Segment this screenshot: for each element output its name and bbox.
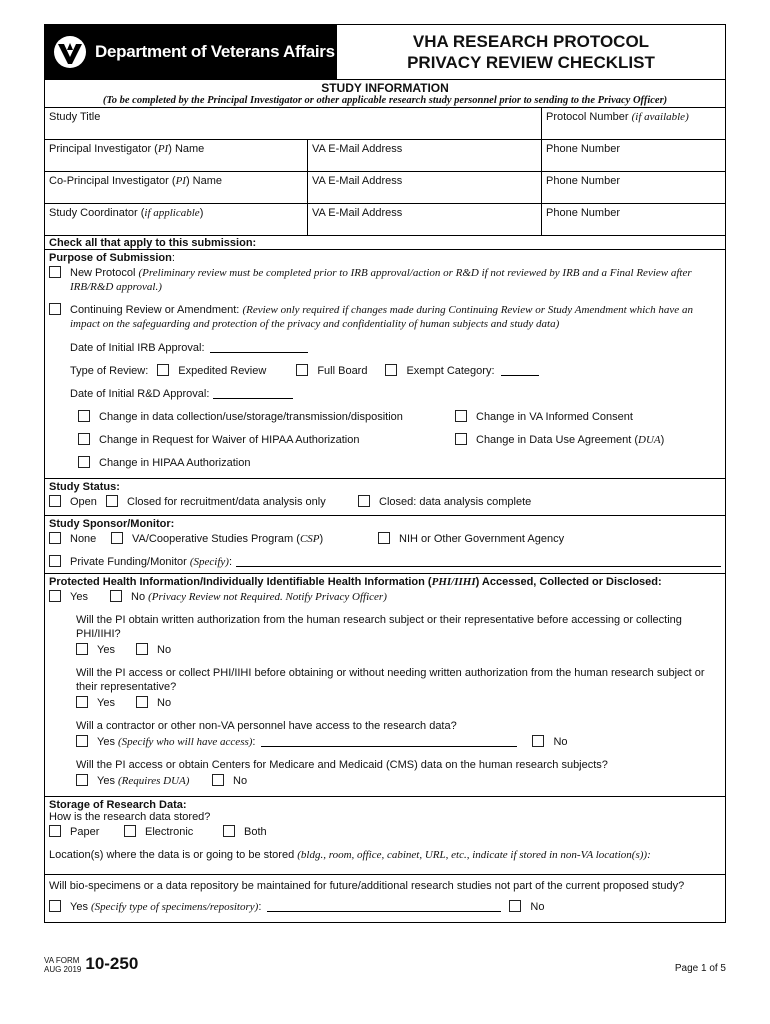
- co-pi-email-label: VA E-Mail Address: [312, 175, 403, 187]
- q3-no-label: No: [553, 736, 568, 748]
- co-pi-phone-field[interactable]: [542, 172, 725, 203]
- storage-location-label: Location(s) where the data is or going to be stored: [49, 849, 295, 861]
- status-open-checkbox[interactable]: [49, 495, 61, 507]
- q4-yes-note: (Requires DUA): [118, 775, 190, 787]
- q2-no-checkbox[interactable]: [136, 696, 148, 708]
- expedited-label: Expedited Review: [178, 365, 267, 377]
- co-pi-name-label-end: ) Name: [185, 175, 223, 187]
- coordinator-name-field[interactable]: [45, 204, 308, 235]
- q1-yes-label: Yes: [97, 644, 115, 656]
- exempt-category-field[interactable]: [501, 364, 539, 376]
- pi-phone-field[interactable]: [542, 140, 725, 171]
- biospec-no-label: No: [530, 901, 545, 913]
- pi-name-label-end: ) Name: [168, 143, 205, 155]
- storage-both-checkbox[interactable]: [223, 825, 235, 837]
- phi-q4-text: Will the PI access or obtain Centers for Medicare and Medicaid (CMS) data on the human research subjects?: [76, 759, 608, 771]
- biospec-no-checkbox[interactable]: [509, 900, 521, 912]
- form-date: AUG 2019: [44, 965, 82, 974]
- q1-no-checkbox[interactable]: [136, 643, 148, 655]
- q4-yes-checkbox[interactable]: [76, 774, 88, 786]
- rd-date-label: Date of Initial R&D Approval:: [70, 388, 210, 400]
- chg-waiver-checkbox[interactable]: [78, 433, 90, 445]
- storage-label: Storage of Research Data:: [49, 799, 187, 811]
- sponsor-private-label: Private Funding/Monitor: [70, 556, 187, 568]
- storage-question: How is the research data stored?: [49, 811, 211, 823]
- storage-location-note: (bldg., room, office, cabinet, URL, etc., indicate if stored in non-VA location(s)):: [297, 849, 651, 861]
- new-protocol-label: New Protocol: [70, 267, 136, 279]
- phi-q3-text: Will a contractor or other non-VA personnel have access to the research data?: [76, 720, 457, 732]
- continuing-review-label: Continuing Review or Amendment:: [70, 304, 240, 316]
- q2-no-label: No: [157, 697, 172, 709]
- sponsor-csp-text: [132, 532, 378, 546]
- chg-dua-text: [476, 433, 664, 447]
- sponsor-private-checkbox[interactable]: [49, 555, 61, 567]
- biospec-specify-field[interactable]: [267, 900, 501, 912]
- pi-row: [45, 140, 725, 172]
- agency-name: Department of Veterans Affairs: [95, 42, 335, 61]
- coordinator-phone-field[interactable]: [542, 204, 725, 235]
- exempt-label: Exempt Category:: [406, 365, 495, 377]
- coordinator-note: if applicable: [144, 207, 200, 219]
- continuing-review-note: (Review only required if changes made during Continuing Review or Study Amendment which have an impact on the safeguarding and protection of the privacy and confidentiality of human subjects and study data): [70, 304, 693, 330]
- coordinator-name-label: Study Coordinator (: [49, 207, 145, 219]
- q3-yes-note: (Specify who will have access): [118, 736, 253, 748]
- storage-both-label: Both: [244, 826, 267, 838]
- coordinator-email-label: VA E-Mail Address: [312, 207, 403, 219]
- coordinator-phone-label: Phone Number: [546, 207, 620, 219]
- phi-yes-label: Yes: [70, 591, 88, 603]
- type-review-label: Type of Review:: [70, 365, 149, 377]
- expedited-checkbox[interactable]: [157, 364, 169, 376]
- study-info-instruction: (To be completed by the Principal Investigator or other applicable research study personnel prior to sending to the Privacy Officer): [45, 95, 725, 108]
- sponsor-csp-label: VA/Cooperative Studies Program (: [132, 533, 300, 545]
- full-board-checkbox[interactable]: [296, 364, 308, 376]
- q1-no-label: No: [157, 644, 172, 656]
- sponsor-none-checkbox[interactable]: [49, 532, 61, 544]
- pi-phone-label: Phone Number: [546, 143, 620, 155]
- pi-email-label: VA E-Mail Address: [312, 143, 403, 155]
- form-number: 10-250: [85, 954, 139, 973]
- irb-date-field[interactable]: [210, 341, 308, 353]
- storage-electronic-label: Electronic: [145, 826, 194, 838]
- chg-consent-label: Change in VA Informed Consent: [476, 411, 633, 423]
- sponsor-csp-label-end: ): [319, 533, 324, 545]
- chg-dua-label: Change in Data Use Agreement (: [476, 434, 639, 446]
- form-body: [44, 79, 726, 923]
- pi-name-label: Principal Investigator (: [49, 143, 158, 155]
- study-title-field[interactable]: [45, 108, 542, 139]
- va-seal-icon: [53, 35, 87, 69]
- form-title-line-2: PRIVACY REVIEW CHECKLIST: [407, 53, 655, 72]
- va-brand: [45, 25, 337, 79]
- pi-abbr: PI: [157, 143, 169, 155]
- chg-waiver-label: Change in Request for Waiver of HIPAA Authorization: [99, 434, 360, 446]
- phi-label-end: ) Accessed, Collected or Disclosed:: [475, 576, 662, 588]
- coordinator-email-field[interactable]: [308, 204, 542, 235]
- q3-specify-field[interactable]: [261, 735, 517, 747]
- q4-no-label: No: [233, 775, 248, 787]
- pi-email-field[interactable]: [308, 140, 542, 171]
- exempt-checkbox[interactable]: [385, 364, 397, 376]
- va-form-label: VA FORM: [44, 956, 80, 965]
- q2-yes-checkbox[interactable]: [76, 696, 88, 708]
- biospecimen-section: Will bio-specimens or a data repository be maintained for future/additional research studies not part of the current proposed study? Yes (Specify type of specimens/repository) : No: [45, 875, 725, 922]
- purpose-section: Purpose of Submission: New Protocol (Preliminary review must be completed prior to IRB approval/action or R&D if not reviewed by IRB and a Final Review after IRB/R&D approval.) Continuing Review or Amendment: (Review only required if changes made during Continuing Review or Study Amendment which have an impact on the safeguarding and protection of the privacy and confidentiality of human subjects and study data) Date of Initial IRB Approval: Type of Review: Expedited Review Full Board Exempt Category: Date of Initial R&D Approval: Change in data collection/use/storage/transmission/disposition Change in VA Informed Consent Change in Request for Waiver of HIPAA Authorization Change in Data Use Agreement (DUA) Change in HIPAA Authorization: [45, 250, 725, 479]
- study-status-section: [45, 479, 725, 516]
- status-closed-complete-checkbox[interactable]: [358, 495, 370, 507]
- new-protocol-checkbox[interactable]: [49, 266, 61, 278]
- chg-dua-abbr: DUA: [638, 434, 661, 446]
- phi-no-label: No: [131, 591, 146, 603]
- phi-section: [45, 574, 725, 797]
- chg-hipaa-label: Change in HIPAA Authorization: [99, 457, 251, 469]
- phi-abbr: PHI/IIHI: [431, 576, 476, 588]
- co-pi-phone-label: Phone Number: [546, 175, 620, 187]
- coordinator-name-label-end: ): [199, 207, 204, 219]
- phi-q4: [76, 758, 721, 788]
- biospec-yes-label: Yes: [70, 901, 88, 913]
- biospecimen-question: Will bio-specimens or a data repository be maintained for future/additional research studies not part of the current proposed study?: [49, 880, 685, 892]
- sponsor-nih-checkbox[interactable]: [378, 532, 390, 544]
- co-pi-name-label: Co-Principal Investigator (: [49, 175, 176, 187]
- q2-yes-label: Yes: [97, 697, 115, 709]
- phi-heading: [49, 576, 721, 588]
- study-title-row: [45, 108, 725, 140]
- phi-label: Protected Health Information/Individually Identifiable Health Information (: [49, 576, 432, 588]
- purpose-label: Purpose of Submission: [49, 252, 172, 264]
- pi-name-field[interactable]: [45, 140, 308, 171]
- phi-q1: [76, 613, 721, 657]
- page-number: Page 1 of 5: [674, 963, 726, 974]
- protocol-number-field[interactable]: [542, 108, 725, 139]
- sponsor-section: [45, 516, 725, 574]
- phi-no-note: (Privacy Review not Required. Notify Privacy Officer): [148, 591, 387, 603]
- protocol-number-note: (if available): [631, 111, 689, 123]
- study-status-label: Study Status:: [49, 481, 120, 493]
- phi-q1-text: Will the PI obtain written authorization from the human research subject or their representative before accessing or collecting PHI/IIHI?: [76, 614, 682, 640]
- check-all-label: Check all that apply to this submission:: [49, 237, 257, 249]
- phi-q2-text: Will the PI access or collect PHI/IIHI before obtaining or without needing written authorization from the human research subject or their representative?: [76, 667, 705, 693]
- storage-section: [45, 797, 725, 875]
- new-protocol-note: (Preliminary review must be completed prior to IRB approval/action or R&D if not reviewed by IRB and a Final Review after IRB/R&D approval.): [70, 267, 692, 293]
- chg-hipaa-checkbox[interactable]: [78, 456, 90, 468]
- chg-data-checkbox[interactable]: [78, 410, 90, 422]
- chg-dua-label-end: ): [660, 434, 665, 446]
- chg-dua-checkbox[interactable]: [455, 433, 467, 445]
- rd-date-field[interactable]: [213, 387, 293, 399]
- sponsor-label: Study Sponsor/Monitor:: [49, 518, 175, 530]
- irb-date-label: Date of Initial IRB Approval:: [70, 342, 205, 354]
- biospec-yes-checkbox[interactable]: [49, 900, 61, 912]
- q3-yes-label: Yes: [97, 736, 115, 748]
- sponsor-nih-label: NIH or Other Government Agency: [399, 533, 565, 545]
- form-title: [337, 25, 725, 79]
- co-pi-abbr: PI: [175, 175, 186, 187]
- phi-q2: [76, 666, 721, 710]
- protocol-number-label: Protocol Number: [546, 111, 629, 123]
- q1-yes-checkbox[interactable]: [76, 643, 88, 655]
- status-closed-complete-label: Closed: data analysis complete: [379, 496, 532, 508]
- full-board-label: Full Board: [317, 365, 368, 377]
- sponsor-none-label: None: [70, 533, 97, 545]
- form-id: [44, 956, 81, 974]
- storage-paper-label: Paper: [70, 826, 100, 838]
- sponsor-csp-checkbox[interactable]: [111, 532, 123, 544]
- sponsor-csp-abbr: CSP: [299, 533, 320, 545]
- sponsor-private-colon: :: [228, 556, 232, 568]
- status-closed-recruit-checkbox[interactable]: [106, 495, 118, 507]
- continuing-review-checkbox[interactable]: [49, 303, 61, 315]
- study-info-heading: STUDY INFORMATION: [45, 79, 725, 95]
- storage-paper-checkbox[interactable]: [49, 825, 61, 837]
- chg-consent-checkbox[interactable]: [455, 410, 467, 422]
- status-closed-recruit-label: Closed for recruitment/data analysis only: [127, 496, 326, 508]
- chg-data-label: Change in data collection/use/storage/transmission/disposition: [99, 411, 403, 423]
- q3-yes-checkbox[interactable]: [76, 735, 88, 747]
- phi-q3: Will a contractor or other non-VA personnel have access to the research data? Yes (Specify who will have access) : No: [76, 719, 721, 749]
- q4-no-checkbox[interactable]: [212, 774, 224, 786]
- co-pi-email-field[interactable]: [308, 172, 542, 203]
- form-title-line-1: VHA RESEARCH PROTOCOL: [412, 32, 650, 51]
- new-protocol-text: [70, 266, 721, 294]
- check-all-heading: [45, 236, 725, 250]
- sponsor-private-note: (Specify): [189, 556, 229, 568]
- privacy-review-form: [44, 24, 726, 923]
- co-pi-row: [45, 172, 725, 204]
- study-title-label: Study Title: [49, 111, 101, 123]
- q3-no-checkbox[interactable]: [532, 735, 544, 747]
- storage-electronic-checkbox[interactable]: [124, 825, 136, 837]
- phi-no-checkbox[interactable]: [110, 590, 122, 602]
- coordinator-row: [45, 204, 725, 236]
- co-pi-name-field[interactable]: [45, 172, 308, 203]
- phi-yes-checkbox[interactable]: [49, 590, 61, 602]
- q4-yes-label: Yes: [97, 775, 115, 787]
- form-header: [44, 24, 726, 79]
- biospec-yes-note: (Specify type of specimens/repository): [91, 901, 259, 913]
- sponsor-private-field[interactable]: [236, 555, 721, 567]
- status-open-label: Open: [70, 496, 97, 508]
- continuing-review-text: [70, 303, 721, 331]
- form-footer: [44, 954, 726, 974]
